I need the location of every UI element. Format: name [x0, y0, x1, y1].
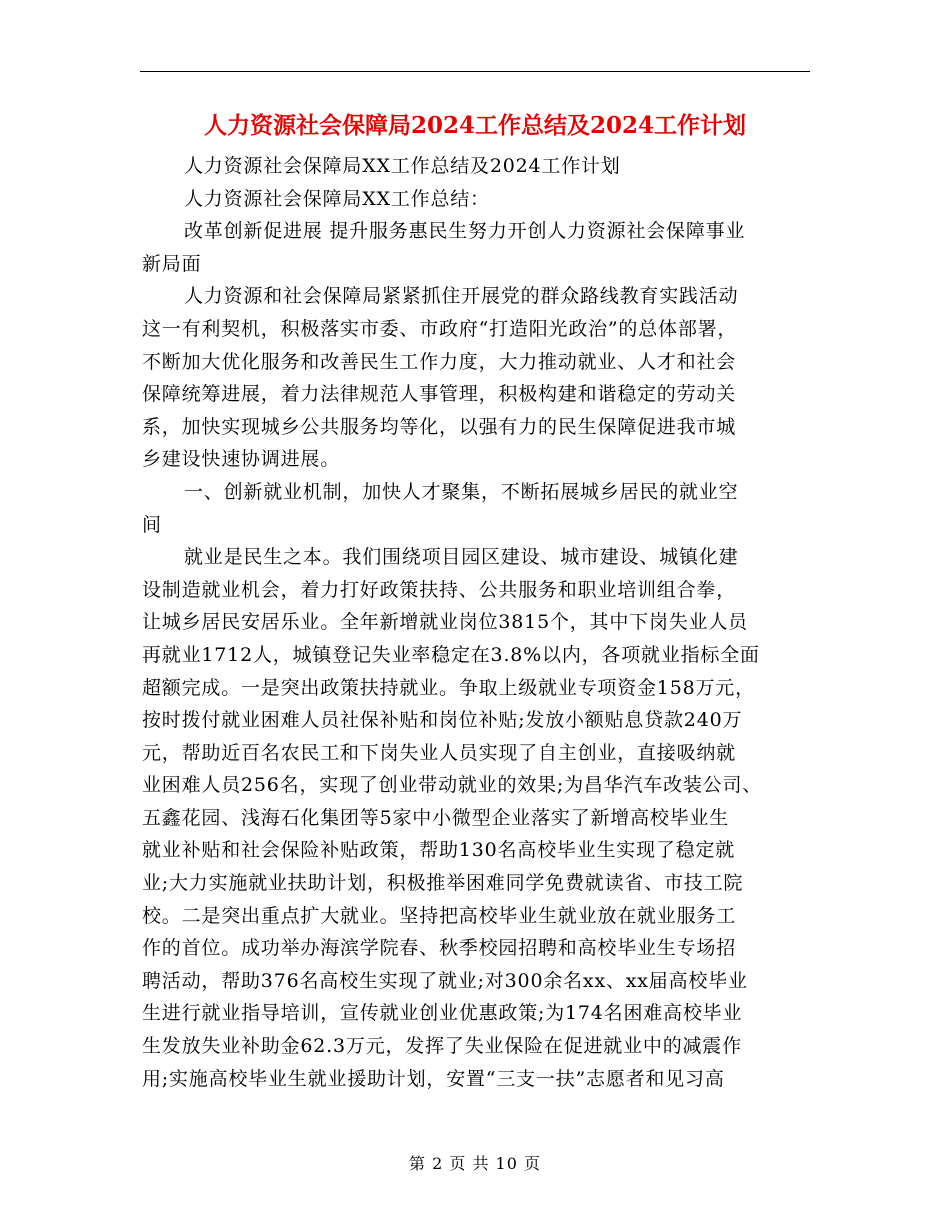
text-line: 保障统筹进展，着力法律规范人事管理，积极构建和谐稳定的劳动关 — [142, 383, 737, 406]
text-line: 新局面 — [142, 252, 202, 275]
text-line: 就业补贴和社会保险补贴政策，帮助130名高校毕业生实现了稳定就 — [142, 839, 736, 862]
text-line: 设制造就业机会，着力打好政策扶持、公共服务和职业培训组合拳， — [142, 578, 737, 601]
text-line: 业困难人员256名，实现了创业带动就业的效果;为昌华汽车改装公司、 — [142, 774, 763, 797]
text-line: 校。二是突出重点扩大就业。坚持把高校毕业生就业放在就业服务工 — [142, 904, 737, 927]
text-line: 一、创新就业机制，加快人才聚集，不断拓展城乡居民的就业空 — [184, 480, 739, 503]
text-line: 五鑫花园、浅海石化集团等5家中小微型企业落实了新增高校毕业生 — [142, 806, 730, 829]
text-line: 按时拨付就业困难人员社保补贴和岗位补贴;发放小额贴息贷款240万 — [142, 709, 743, 732]
text-line: 系，加快实现城乡公共服务均等化，以强有力的民生保障促进我市城 — [142, 415, 737, 438]
text-line: 元，帮助近百名农民工和下岗失业人员实现了自主创业，直接吸纳就 — [142, 741, 737, 764]
text-line: 人力资源社会保障局XX工作总结： — [184, 187, 490, 210]
text-line: 人力资源社会保障局XX工作总结及2024工作计划 — [184, 155, 621, 177]
text-line: 间 — [142, 513, 162, 536]
text-line: 这一有利契机，积极落实市委、市政府“打造阳光政治”的总体部署， — [142, 317, 738, 340]
text-line: 用;实施高校毕业生就业援助计划，安置“三支一扶”志愿者和见习高 — [142, 1067, 725, 1090]
text-line: 聘活动，帮助376名高校生实现了就业;对300余名xx、xx届高校毕业 — [142, 969, 748, 992]
text-line: 就业是民生之本。我们围绕项目园区建设、城市建设、城镇化建 — [184, 546, 739, 569]
text-line: 人力资源和社会保障局紧紧抓住开展党的群众路线教育实践活动 — [184, 285, 739, 308]
document-body — [142, 150, 810, 1095]
text-line: 作的首位。成功举办海滨学院春、秋季校园招聘和高校毕业生专场招 — [142, 937, 737, 960]
text-line: 生发放失业补助金62.3万元，发挥了失业保险在促进就业中的减震作 — [142, 1035, 742, 1058]
text-line: 不断加大优化服务和改善民生工作力度，大力推动就业、人才和社会 — [142, 350, 737, 373]
text-line: 生进行就业指导培训，宣传就业创业优惠政策;为174名困难高校毕业 — [142, 1002, 743, 1025]
text-line: 乡建设快速协调进展。 — [142, 448, 341, 471]
text-line: 业;大力实施就业扶助计划，积极推举困难同学免费就读省、市技工院 — [142, 872, 744, 895]
document-title: 人力资源社会保障局2024工作总结及2024工作计划 — [203, 112, 747, 139]
page-footer: 第 2 页 共 10 页 — [409, 1154, 541, 1173]
text-line: 超额完成。一是突出政策扶持就业。争取上级就业专项资金158万元， — [142, 676, 755, 699]
text-line: 再就业1712人，城镇登记失业率稳定在3.8%以内，各项就业指标全面 — [142, 643, 760, 666]
text-line: 改革创新促进展 提升服务惠民生努力开创人力资源社会保障事业 — [184, 220, 746, 243]
header-rule — [140, 71, 810, 72]
text-line: 让城乡居民安居乐业。全年新增就业岗位3815个，其中下岗失业人员 — [142, 611, 748, 634]
